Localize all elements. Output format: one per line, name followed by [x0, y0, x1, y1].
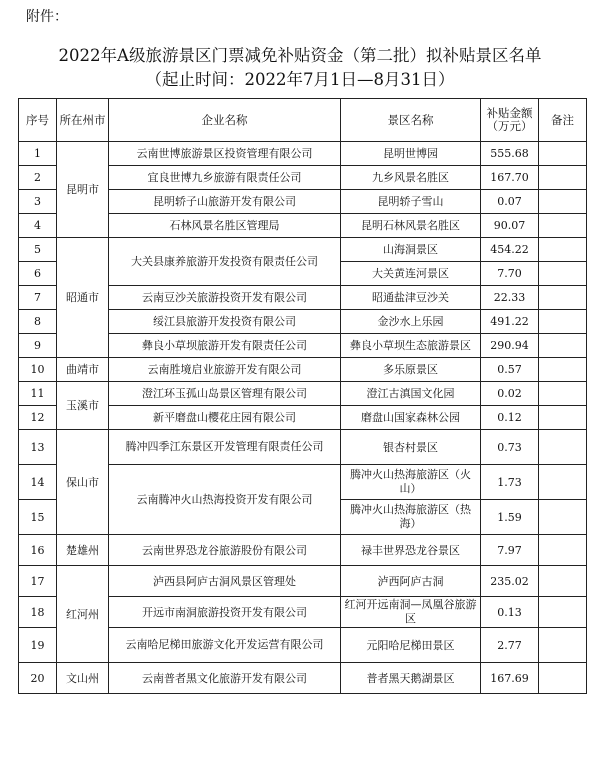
cell-remark	[539, 238, 587, 262]
cell-remark	[539, 500, 587, 535]
cell-seq: 17	[19, 566, 57, 597]
cell-remark	[539, 465, 587, 500]
cell-seq: 6	[19, 262, 57, 286]
cell-scenic: 元阳哈尼梯田景区	[341, 628, 481, 663]
cell-remark	[539, 214, 587, 238]
cell-seq: 8	[19, 310, 57, 334]
cell-seq: 14	[19, 465, 57, 500]
cell-remark	[539, 430, 587, 465]
subsidy-table	[18, 98, 587, 694]
cell-scenic: 泸西阿庐古洞	[341, 566, 481, 597]
cell-seq: 20	[19, 663, 57, 694]
cell-remark	[539, 382, 587, 406]
table-row	[19, 142, 587, 166]
cell-seq: 3	[19, 190, 57, 214]
cell-seq: 19	[19, 628, 57, 663]
cell-company: 云南世界恐龙谷旅游股份有限公司	[109, 535, 341, 566]
cell-company: 云南普者黑文化旅游开发有限公司	[109, 663, 341, 694]
table-row	[19, 535, 587, 566]
cell-city: 玉溪市	[57, 382, 109, 430]
cell-city: 保山市	[57, 430, 109, 535]
cell-amount: 167.69	[481, 663, 539, 694]
table-row	[19, 663, 587, 694]
cell-seq: 11	[19, 382, 57, 406]
table-header-row	[19, 99, 587, 142]
cell-remark	[539, 286, 587, 310]
cell-scenic: 昆明石林风景名胜区	[341, 214, 481, 238]
cell-scenic: 普者黑天鹅湖景区	[341, 663, 481, 694]
cell-scenic: 禄丰世界恐龙谷景区	[341, 535, 481, 566]
cell-city: 文山州	[57, 663, 109, 694]
cell-company: 云南胜境启业旅游开发有限公司	[109, 358, 341, 382]
cell-company: 澄江环玉孤山岛景区管理有限公司	[109, 382, 341, 406]
cell-remark	[539, 166, 587, 190]
cell-seq: 9	[19, 334, 57, 358]
cell-company: 腾冲四季江东景区开发管理有限责任公司	[109, 430, 341, 465]
cell-scenic: 昆明轿子雪山	[341, 190, 481, 214]
document-subtitle: （起止时间：2022年7月1日—8月31日）	[145, 70, 455, 89]
cell-amount: 0.02	[481, 382, 539, 406]
cell-remark	[539, 406, 587, 430]
cell-scenic: 澄江古滇国文化园	[341, 382, 481, 406]
cell-company: 开远市南洞旅游投资开发有限公司	[109, 597, 341, 628]
cell-remark	[539, 310, 587, 334]
cell-scenic: 红河开远南洞—凤凰谷旅游区	[341, 597, 481, 628]
table-row	[19, 238, 587, 262]
cell-company: 石林风景名胜区管理局	[109, 214, 341, 238]
cell-seq: 16	[19, 535, 57, 566]
cell-seq: 18	[19, 597, 57, 628]
header-scenic: 景区名称	[341, 99, 481, 142]
cell-seq: 4	[19, 214, 57, 238]
cell-amount: 454.22	[481, 238, 539, 262]
cell-remark	[539, 566, 587, 597]
header-seq: 序号	[19, 99, 57, 142]
cell-company: 昆明轿子山旅游开发有限公司	[109, 190, 341, 214]
cell-scenic: 银杏村景区	[341, 430, 481, 465]
cell-city: 红河州	[57, 566, 109, 663]
cell-amount: 0.73	[481, 430, 539, 465]
cell-scenic: 腾冲火山热海旅游区（火山）	[341, 465, 481, 500]
cell-amount: 555.68	[481, 142, 539, 166]
cell-scenic: 大关黄连河景区	[341, 262, 481, 286]
cell-remark	[539, 597, 587, 628]
cell-remark	[539, 142, 587, 166]
header-city: 所在州市	[57, 99, 109, 142]
cell-seq: 15	[19, 500, 57, 535]
cell-remark	[539, 358, 587, 382]
cell-amount: 0.07	[481, 190, 539, 214]
table-row	[19, 358, 587, 382]
cell-amount: 1.73	[481, 465, 539, 500]
cell-seq: 1	[19, 142, 57, 166]
cell-scenic: 昭通盐津豆沙关	[341, 286, 481, 310]
cell-scenic: 腾冲火山热海旅游区（热海）	[341, 500, 481, 535]
cell-city: 曲靖市	[57, 358, 109, 382]
annex-label: 附件：	[26, 9, 68, 25]
cell-seq: 13	[19, 430, 57, 465]
cell-city: 昭通市	[57, 238, 109, 358]
cell-company: 云南豆沙关旅游投资开发有限公司	[109, 286, 341, 310]
cell-scenic: 磨盘山国家森林公园	[341, 406, 481, 430]
cell-remark	[539, 334, 587, 358]
cell-company: 新平磨盘山樱花庄园有限公司	[109, 406, 341, 430]
cell-company: 宜良世博九乡旅游有限责任公司	[109, 166, 341, 190]
cell-scenic: 九乡风景名胜区	[341, 166, 481, 190]
document-title: 2022年A级旅游景区门票减免补贴资金（第二批）拟补贴景区名单	[58, 46, 542, 65]
table-row	[19, 430, 587, 465]
cell-amount: 0.13	[481, 597, 539, 628]
cell-amount: 22.33	[481, 286, 539, 310]
cell-seq: 5	[19, 238, 57, 262]
cell-amount: 167.70	[481, 166, 539, 190]
table-row	[19, 382, 587, 406]
cell-amount: 7.70	[481, 262, 539, 286]
cell-remark	[539, 628, 587, 663]
cell-city: 楚雄州	[57, 535, 109, 566]
cell-company: 彝良小草坝旅游开发有限责任公司	[109, 334, 341, 358]
cell-scenic: 山海洞景区	[341, 238, 481, 262]
cell-seq: 10	[19, 358, 57, 382]
cell-amount: 2.77	[481, 628, 539, 663]
cell-company: 大关县康养旅游开发投资有限责任公司	[109, 238, 341, 286]
cell-amount: 0.57	[481, 358, 539, 382]
cell-scenic: 昆明世博园	[341, 142, 481, 166]
cell-amount: 1.59	[481, 500, 539, 535]
header-subsidy: 补贴金额（万元）	[481, 99, 539, 142]
cell-seq: 12	[19, 406, 57, 430]
header-company: 企业名称	[109, 99, 341, 142]
table-row	[19, 566, 587, 597]
cell-remark	[539, 663, 587, 694]
cell-company: 云南世博旅游景区投资管理有限公司	[109, 142, 341, 166]
cell-amount: 235.02	[481, 566, 539, 597]
cell-amount: 7.97	[481, 535, 539, 566]
cell-amount: 0.12	[481, 406, 539, 430]
cell-company: 泸西县阿庐古洞风景区管理处	[109, 566, 341, 597]
cell-company: 云南哈尼梯田旅游文化开发运营有限公司	[109, 628, 341, 663]
cell-seq: 2	[19, 166, 57, 190]
cell-company: 绥江县旅游开发投资有限公司	[109, 310, 341, 334]
cell-city: 昆明市	[57, 142, 109, 238]
cell-scenic: 金沙水上乐园	[341, 310, 481, 334]
cell-scenic: 彝良小草坝生态旅游景区	[341, 334, 481, 358]
cell-remark	[539, 190, 587, 214]
cell-remark	[539, 535, 587, 566]
cell-seq: 7	[19, 286, 57, 310]
cell-amount: 491.22	[481, 310, 539, 334]
cell-scenic: 多乐原景区	[341, 358, 481, 382]
cell-amount: 90.07	[481, 214, 539, 238]
header-remark: 备注	[539, 99, 587, 142]
cell-remark	[539, 262, 587, 286]
cell-amount: 290.94	[481, 334, 539, 358]
cell-company: 云南腾冲火山热海投资开发有限公司	[109, 465, 341, 535]
